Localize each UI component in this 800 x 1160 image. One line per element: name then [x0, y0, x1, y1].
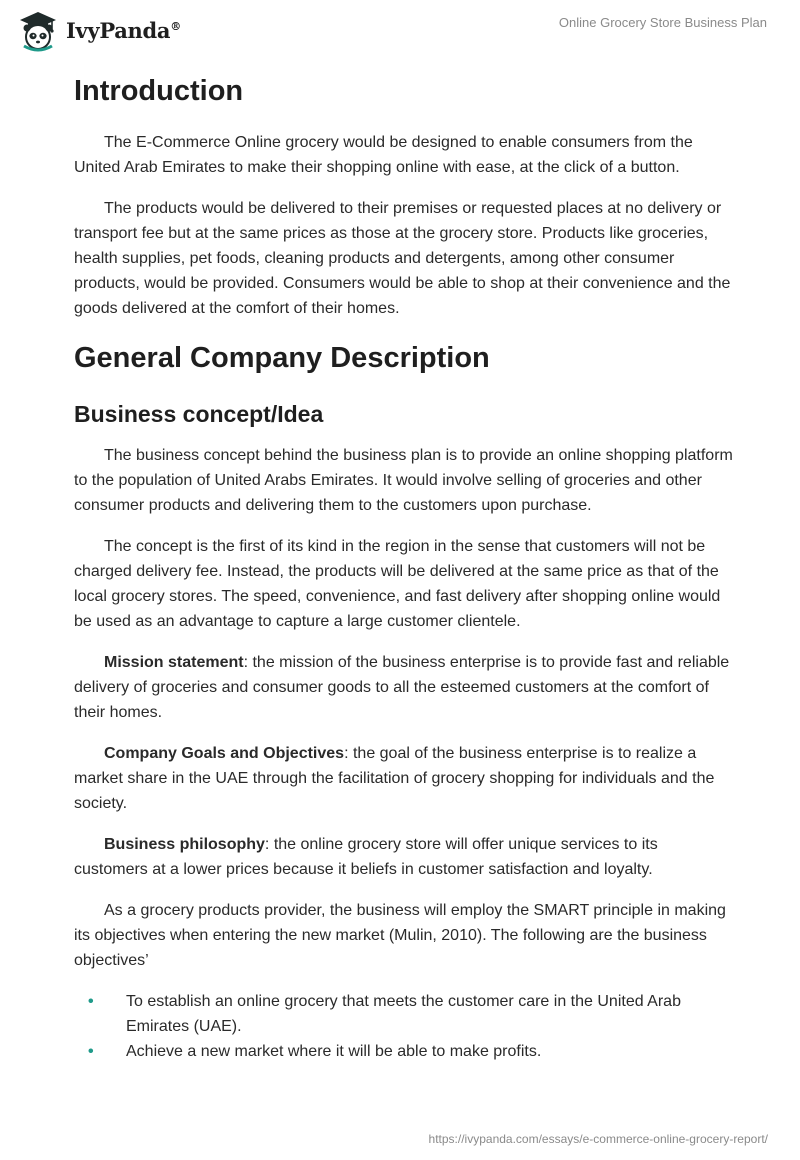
list-item	[74, 989, 734, 1039]
source-url-link[interactable]: https://ivypanda.com/essays/e-commerce-online-grocery-report/	[428, 1132, 768, 1146]
registered-mark: ®	[170, 19, 181, 33]
bullet-icon: •	[88, 1043, 94, 1060]
paragraph-philosophy	[74, 832, 734, 882]
heading-introduction: Introduction	[74, 75, 244, 107]
paragraph-intro-2: The products would be delivered to their premises or requested places at no delivery or transport fee but at the same prices as those at the grocery store. Products like groceries, health supplies, pet foods, cleaning products and detergents, among other consumer products, would be provided. Consumers would be able to shop at their convenience and the goods delivered at the comfort of their homes.	[74, 200, 731, 317]
document-title: Online Grocery Store Business Plan	[558, 15, 767, 30]
brand-logo[interactable]	[16, 8, 181, 52]
brand-name: IvyPanda®	[66, 17, 181, 43]
paragraph-smart-principle: As a grocery products provider, the business will employ the SMART principle in making its objectives when entering the new market (Mulin, 2010). The following are the business objectives’	[74, 902, 726, 969]
page-header	[0, 0, 800, 62]
paragraph-concept-2: The concept is the first of its kind in the region in the sense that customers will not be charged delivery fee. Instead, the products will be delivered at the same price as that of the local grocery stores. The speed, convenience, and fast delivery after shopping online would be used as an advantage to capture a large customer clientele.	[74, 538, 721, 630]
list-item	[74, 1039, 734, 1064]
paragraph-mission	[74, 650, 734, 725]
paragraph-intro-1: The E-Commerce Online grocery would be designed to enable consumers from the United Arab Emirates to make their shopping online with ease, at the click of a button.	[74, 134, 693, 176]
heading-general-company-description: General Company Description	[74, 342, 490, 374]
bullet-icon: •	[88, 993, 94, 1010]
paragraph-concept-1: The business concept behind the business plan is to provide an online shopping platform to the population of United Arabs Emirates. It would involve selling of groceries and other consumer products and delivering them to the customers upon purchase.	[74, 447, 733, 514]
label-company-goals: Company Goals and Objectives	[104, 745, 345, 762]
essay-body	[74, 72, 734, 1064]
paragraph-goals	[74, 741, 734, 816]
label-mission-statement: Mission statement	[104, 654, 244, 671]
label-business-philosophy: Business philosophy	[104, 836, 265, 853]
list-item-text: To establish an online grocery that meets the customer care in the United Arab Emirates (UAE).	[126, 993, 681, 1035]
heading-business-concept: Business concept/Idea	[74, 401, 324, 427]
panda-graduate-icon	[16, 8, 60, 52]
text-mission-statement: : the mission of the business enterprise is to provide fast and reliable delivery of groceries and consumer goods to all the esteemed customers at the comfort of their homes.	[74, 654, 730, 721]
text-company-goals: : the goal of the business enterprise is to realize a market share in the UAE through the facilitation of grocery shopping for individuals and the society.	[74, 745, 715, 812]
text-business-philosophy: : the online grocery store will offer unique services to its customers at a lower prices because it beliefs in customer satisfaction and loyalty.	[74, 836, 658, 878]
list-item-text: Achieve a new market where it will be able to make profits.	[126, 1043, 542, 1060]
objectives-list	[74, 989, 734, 1064]
